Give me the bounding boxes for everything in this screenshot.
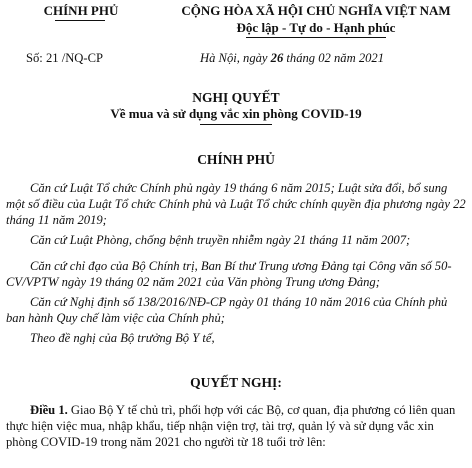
document-subject: Về mua và sử dụng vắc xin phòng COVID-19: [110, 106, 362, 121]
resolves-heading: QUYẾT NGHỊ:: [190, 375, 282, 390]
document-type: NGHỊ QUYẾT: [192, 90, 280, 105]
nation-name: CỘNG HÒA XÃ HỘI CHỦ NGHĨA VIỆT NAM: [181, 3, 451, 18]
subject-underline: [200, 124, 272, 125]
issuing-org: CHÍNH PHỦ: [43, 3, 119, 18]
motto-underline: [246, 37, 386, 38]
issuer-heading: CHÍNH PHỦ: [197, 152, 275, 167]
basis-paragraph: Căn cứ Nghị định số 138/2016/NĐ-CP ngày 01 tháng 10 năm 2016 của Chính phủ ban hành Quy chế làm việc của Chính phủ;: [6, 295, 448, 325]
document-number: Số: 21 /NQ-CP: [26, 51, 103, 65]
basis-paragraph: Căn cứ Luật Phòng, chống bệnh truyền nhiễm ngày 21 tháng 11 năm 2007;: [30, 233, 411, 247]
issue-date: [200, 51, 384, 66]
date-suffix: tháng 02 năm 2021: [283, 51, 385, 65]
basis-paragraph: Căn cứ chỉ đạo của Bộ Chính trị, Ban Bí thư Trung ương Đảng tại Công văn số 50-CV/VPTW ngày 19 tháng 02 năm 2021 của Văn phòng Trung ương Đảng;: [6, 259, 452, 289]
article-1-label: Điều 1.: [30, 403, 68, 417]
date-day: 26: [270, 51, 284, 65]
national-motto: Độc lập - Tự do - Hạnh phúc: [236, 20, 396, 35]
basis-paragraph: Theo đề nghị của Bộ trưởng Bộ Y tế,: [30, 331, 215, 345]
basis-paragraph: Căn cứ Luật Tổ chức Chính phủ ngày 19 tháng 6 năm 2015; Luật sửa đổi, bổ sung một số điều của Luật Tổ chức Chính phủ và Luật Tổ chức chính quyền địa phương ngày 22 tháng 11 năm 2019;: [6, 181, 466, 227]
date-prefix: Hà Nội, ngày: [200, 51, 271, 65]
org-underline: [55, 20, 105, 21]
article-1-text: Giao Bộ Y tế chủ trì, phối hợp với các Bộ, cơ quan, địa phương có liên quan thực hiện việc mua, nhập khẩu, tiếp nhận viện trợ, tài trợ, quản lý và sử dụng vắc xin phòng COVID-19 trong năm 2021 cho người từ 18 tuổi trở lên:: [6, 403, 456, 449]
article-1: [6, 402, 466, 450]
